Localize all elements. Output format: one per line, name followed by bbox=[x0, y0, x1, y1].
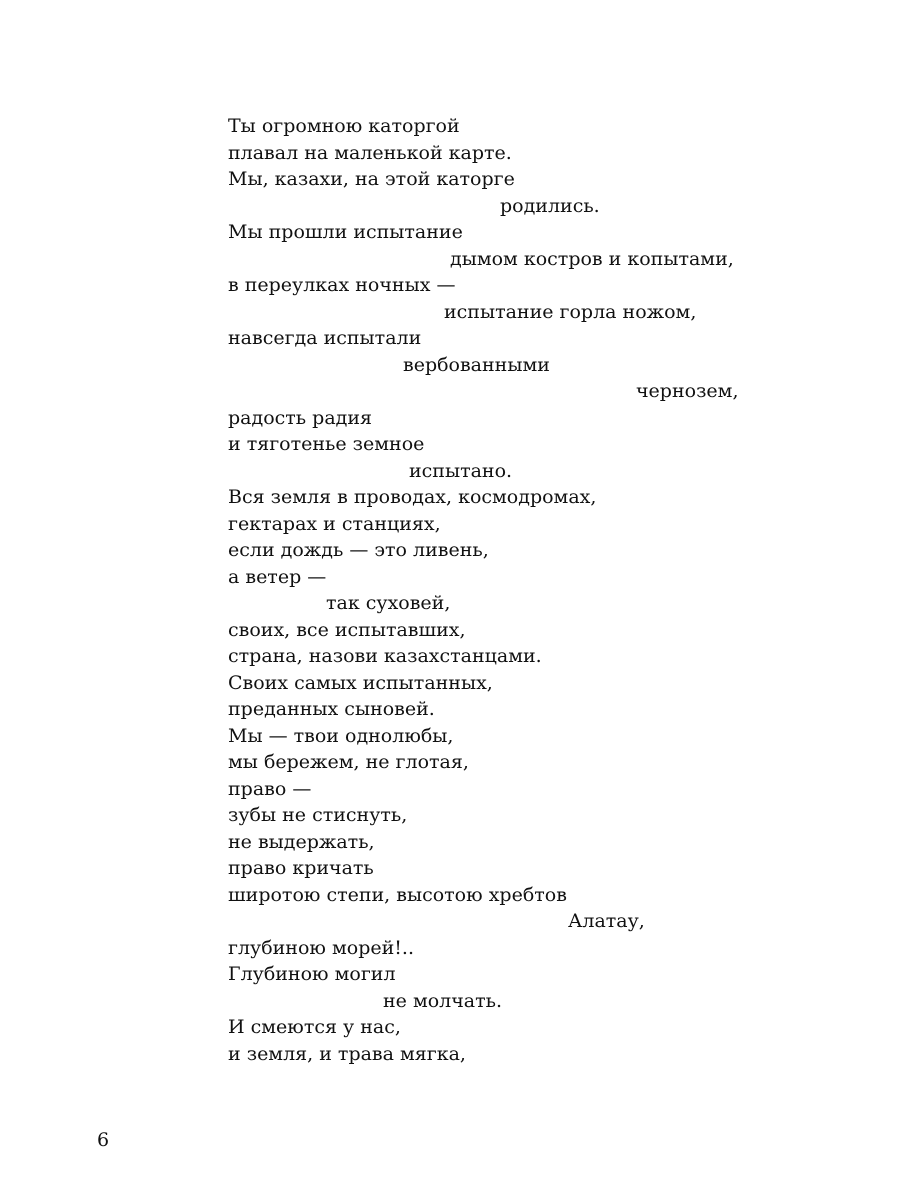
poem-line: страна, назови казахстанцами. bbox=[228, 645, 542, 667]
poem-line: Своих самых испытанных, bbox=[228, 671, 493, 694]
poem-line: дымом костров и копытами, bbox=[450, 247, 734, 270]
poem-line: плавал на маленькой карте. bbox=[228, 141, 512, 164]
poem-line: Мы — твои однолюбы, bbox=[228, 724, 454, 747]
page-number: 6 bbox=[97, 1129, 110, 1151]
poem-line: Глубиною могил bbox=[228, 963, 396, 985]
poem-line: так суховей, bbox=[326, 592, 451, 614]
poem-line: и тяготенье земное bbox=[228, 433, 425, 455]
poem-line: широтою степи, высотою хребтов bbox=[228, 883, 567, 906]
poem-line: и земля, и трава мягка, bbox=[228, 1042, 466, 1065]
poem-line: испытано. bbox=[409, 459, 513, 482]
poem-line: право — bbox=[228, 777, 312, 800]
poem-line: Вся земля в проводах, космодромах, bbox=[228, 486, 597, 508]
poem-line: родились. bbox=[500, 194, 600, 217]
poem-line: не молчать. bbox=[383, 989, 503, 1012]
poem-line: не выдержать, bbox=[228, 830, 375, 853]
poem-line: навсегда испытали bbox=[228, 327, 422, 349]
poem-line: а ветер — bbox=[228, 565, 327, 588]
poem-line: зубы не стиснуть, bbox=[228, 804, 408, 826]
poem-line: Мы прошли испытание bbox=[228, 221, 463, 243]
poem-line: Ты огромною каторгой bbox=[228, 115, 460, 137]
poem-line: право кричать bbox=[228, 857, 374, 879]
poem-text bbox=[228, 113, 768, 1067]
poem-line: Алатау, bbox=[568, 910, 645, 932]
poem-line: Мы, казахи, на этой каторге bbox=[228, 168, 515, 190]
poem-line: испытание горла ножом, bbox=[444, 300, 697, 323]
poem-line: глубиною морей!.. bbox=[228, 936, 414, 959]
poem-line: своих, все испытавших, bbox=[228, 618, 466, 641]
poem-line: в переулках ночных — bbox=[228, 274, 456, 296]
poem-line: мы бережем, не глотая, bbox=[228, 751, 469, 773]
poem-line: чернозем, bbox=[636, 380, 739, 402]
poem-line: преданных сыновей. bbox=[228, 698, 435, 720]
poem-line: гектарах и станциях, bbox=[228, 512, 441, 535]
poem-line: радость радия bbox=[228, 406, 373, 429]
poem-line: вербованными bbox=[403, 353, 550, 376]
poem-line: И смеются у нас, bbox=[228, 1016, 401, 1038]
poem-line: если дождь — это ливень, bbox=[228, 539, 489, 561]
